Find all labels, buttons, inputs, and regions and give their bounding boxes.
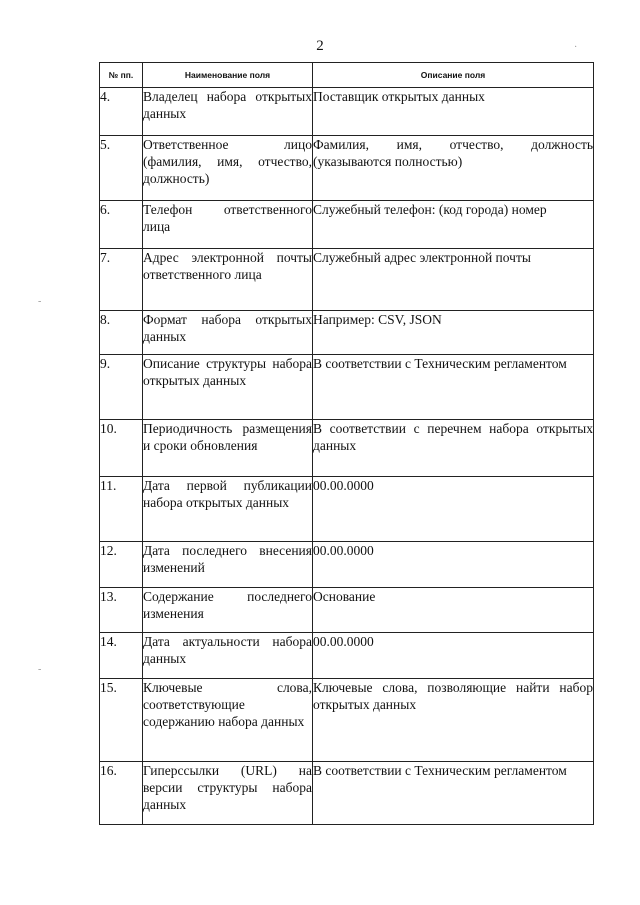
scan-speck: -: [38, 296, 42, 307]
row-number: 8.: [100, 311, 143, 355]
row-number: 12.: [100, 542, 143, 588]
field-description: В соответствии с Техническим регламентом: [313, 355, 594, 420]
header-field-description: Описание поля: [313, 63, 594, 88]
table-row: [100, 633, 594, 679]
header-field-name: Наименование поля: [143, 63, 313, 88]
field-name: Гиперссылки (URL) на версии структуры набора данных: [143, 762, 313, 825]
field-description: Например: CSV, JSON: [313, 311, 594, 355]
table-row: [100, 201, 594, 249]
row-number: 9.: [100, 355, 143, 420]
table-row: [100, 88, 594, 136]
table-row: [100, 249, 594, 311]
scan-speck: ·: [574, 42, 578, 53]
table-row: [100, 355, 594, 420]
row-number: 16.: [100, 762, 143, 825]
field-description: 00.00.0000: [313, 477, 594, 542]
field-description: Служебный адрес электронной почты: [313, 249, 594, 311]
row-number: 10.: [100, 420, 143, 477]
row-number: 13.: [100, 588, 143, 633]
row-number: 11.: [100, 477, 143, 542]
field-description: Ключевые слова, позволяющие найти набор открытых данных: [313, 679, 594, 762]
row-number: 6.: [100, 201, 143, 249]
field-description: Основание: [313, 588, 594, 633]
field-name: Формат набора открытых данных: [143, 311, 313, 355]
row-number: 14.: [100, 633, 143, 679]
field-description: Фамилия, имя, отчество, должность (указываются полностью): [313, 136, 594, 201]
table-row: [100, 542, 594, 588]
table-row: [100, 679, 594, 762]
field-name: Владелец набора открытых данных: [143, 88, 313, 136]
field-name: Телефон ответственного лица: [143, 201, 313, 249]
field-name: Дата первой публикации набора открытых данных: [143, 477, 313, 542]
field-name: Ключевые слова, соответствующие содержанию набора данных: [143, 679, 313, 762]
field-description: В соответствии с перечнем набора открытых данных: [313, 420, 594, 477]
table-row: [100, 136, 594, 201]
field-name: Периодичность размещения и сроки обновления: [143, 420, 313, 477]
field-name: Описание структуры набора открытых данных: [143, 355, 313, 420]
table-row: [100, 477, 594, 542]
field-name: Ответственное лицо (фамилия, имя, отчество, должность): [143, 136, 313, 201]
row-number: 4.: [100, 88, 143, 136]
table-row: [100, 420, 594, 477]
row-number: 5.: [100, 136, 143, 201]
field-name: Дата последнего внесения изменений: [143, 542, 313, 588]
row-number: 7.: [100, 249, 143, 311]
header-number: № пп.: [100, 63, 143, 88]
table-row: [100, 311, 594, 355]
row-number: 15.: [100, 679, 143, 762]
fields-table: [99, 62, 594, 825]
field-description: Служебный телефон: (код города) номер: [313, 201, 594, 249]
field-name: Адрес электронной почты ответственного лица: [143, 249, 313, 311]
field-description: 00.00.0000: [313, 633, 594, 679]
field-name: Дата актуальности набора данных: [143, 633, 313, 679]
field-description: В соответствии с Техническим регламентом: [313, 762, 594, 825]
table-row: [100, 588, 594, 633]
field-description: Поставщик открытых данных: [313, 88, 594, 136]
table-header-row: [100, 63, 594, 88]
page-number: 2: [316, 38, 324, 54]
table-row: [100, 762, 594, 825]
field-name: Содержание последнего изменения: [143, 588, 313, 633]
scan-speck: -: [38, 664, 42, 675]
field-description: 00.00.0000: [313, 542, 594, 588]
